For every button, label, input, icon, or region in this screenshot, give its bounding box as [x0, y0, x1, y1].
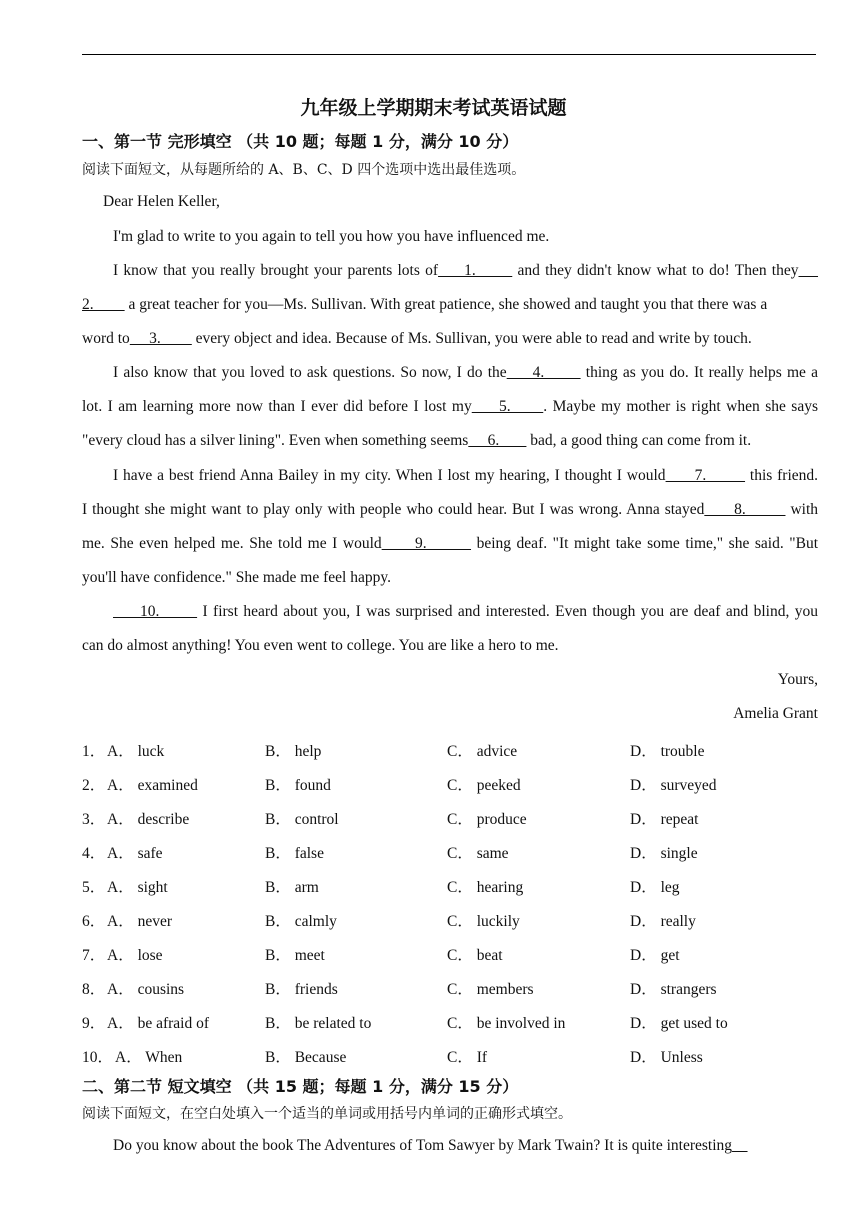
option-a[interactable]: A． sight: [107, 879, 168, 896]
question-number: 3．: [82, 811, 106, 828]
option-b[interactable]: B． be related to: [265, 1015, 372, 1032]
option-d[interactable]: D． surveyed: [630, 777, 717, 794]
question-number: 10．: [82, 1049, 114, 1066]
question-number: 6．: [82, 913, 106, 930]
question-number: 1．: [82, 743, 106, 760]
option-c[interactable]: C． same: [447, 845, 509, 862]
option-b[interactable]: B． arm: [265, 879, 319, 896]
option-d[interactable]: D． really: [630, 913, 696, 930]
option-c[interactable]: C． beat: [447, 947, 503, 964]
option-d[interactable]: D． get: [630, 947, 680, 964]
blank-1: 1.: [438, 262, 513, 279]
option-d[interactable]: D． single: [630, 845, 698, 862]
option-b[interactable]: B． friends: [265, 981, 338, 998]
header-rule: [82, 54, 816, 55]
option-a[interactable]: A． cousins: [107, 981, 185, 998]
letter-signature: Amelia Grant: [733, 705, 818, 722]
option-d[interactable]: D． Unless: [630, 1049, 703, 1066]
option-a[interactable]: A． never: [107, 913, 172, 930]
option-a[interactable]: A． safe: [107, 845, 163, 862]
question-number: 4．: [82, 845, 106, 862]
letter-p4-line4: you'll have confidence." She made me feel happy.: [82, 569, 391, 586]
letter-p1: I'm glad to write to you again to tell you how you have influenced me.: [113, 228, 550, 245]
option-b[interactable]: B． help: [265, 743, 322, 760]
option-c[interactable]: C． members: [447, 981, 534, 998]
question-number: 2．: [82, 777, 106, 794]
option-c[interactable]: C． peeked: [447, 777, 521, 794]
question-number: 8．: [82, 981, 106, 998]
blank-4: 4.: [506, 364, 581, 381]
question-number: 5．: [82, 879, 106, 896]
letter-p4-line1: I have a best friend Anna Bailey in my city. When I lost my hearing, I thought I would 7. this friend.: [113, 467, 819, 484]
question-number: 9．: [82, 1015, 106, 1032]
blank-9: 9.: [381, 535, 472, 552]
page-title: 九年级上学期期末考试英语试题: [300, 97, 567, 119]
option-c[interactable]: C． If: [447, 1049, 488, 1066]
option-d[interactable]: D． repeat: [630, 811, 699, 828]
section1-heading: 一、第一节 完形填空 （共 10 题；每题 1 分，满分 10 分）: [82, 132, 519, 151]
option-a[interactable]: A． describe: [107, 811, 190, 828]
section2-heading: 二、第二节 短文填空 （共 15 题；每题 1 分，满分 15 分）: [82, 1077, 519, 1096]
option-a[interactable]: A． lose: [107, 947, 163, 964]
blank-2: 2.: [82, 296, 125, 313]
letter-p5-line2: can do almost anything! You even went to college. You are like a hero to me.: [82, 637, 559, 654]
letter-p4-line3: me. She even helped me. She told me I would 9. being deaf. "It might take some time," she said. "But: [82, 535, 818, 552]
option-d[interactable]: D． trouble: [630, 743, 705, 760]
letter-p3-line3: "every cloud has a silver lining". Even when something seems 6. bad, a good thing can come from it.: [82, 432, 752, 449]
blank-5: 5.: [471, 398, 544, 415]
section2-p1: Do you know about the book The Adventures of Tom Sawyer by Mark Twain? It is quite interesting: [113, 1137, 818, 1155]
letter-closing: Yours,: [777, 671, 818, 688]
letter-p2-line3: word to 3. every object and idea. Because of Ms. Sullivan, you were able to read and write by touch.: [82, 330, 752, 347]
option-b[interactable]: B． found: [265, 777, 331, 794]
option-a[interactable]: A． luck: [107, 743, 165, 760]
option-b[interactable]: B． Because: [265, 1049, 347, 1066]
option-c[interactable]: C． advice: [447, 743, 518, 760]
option-a[interactable]: A． be afraid of: [107, 1015, 209, 1032]
option-d[interactable]: D． strangers: [630, 981, 717, 998]
blank-6: 6.: [468, 432, 527, 449]
option-b[interactable]: B． false: [265, 845, 324, 862]
letter-p4-line2: I thought she might want to play only with people who could hear. But I was wrong. Anna stayed 8. with: [82, 501, 819, 518]
option-b[interactable]: B． meet: [265, 947, 325, 964]
blank-2-start: [798, 262, 818, 279]
option-d[interactable]: D． get used to: [630, 1015, 728, 1032]
blank-10: 10.: [113, 603, 198, 620]
letter-p3-line2: lot. I am learning more now than I ever did before I lost my 5. . Maybe my mother is right when she says: [82, 398, 818, 415]
option-c[interactable]: C． luckily: [447, 913, 520, 930]
option-a[interactable]: A． When: [115, 1049, 183, 1066]
letter-p2-line2: 2. a great teacher for you—Ms. Sullivan. With great patience, she showed and taught you that there was a: [82, 296, 768, 313]
option-c[interactable]: C． hearing: [447, 879, 524, 896]
question-number: 7．: [82, 947, 106, 964]
letter-p2-line1: I know that you really brought your parents lots of 1. and they didn't know what to do! Then they: [113, 262, 818, 280]
blank-7: 7.: [665, 467, 746, 484]
option-c[interactable]: C． produce: [447, 811, 527, 828]
section1-instruction: 阅读下面短文，从每题所给的 A、B、C、D 四个选项中选出最佳选项。: [82, 162, 526, 178]
letter-p5-line1: 10. I first heard about you, I was surprised and interested. Even though you are deaf and blind, you: [113, 603, 818, 620]
section2-blank-1: [732, 1137, 748, 1154]
blank-3: 3.: [129, 330, 192, 347]
option-b[interactable]: B． calmly: [265, 913, 337, 930]
option-b[interactable]: B． control: [265, 811, 339, 828]
letter-salutation: Dear Helen Keller,: [103, 193, 220, 210]
option-c[interactable]: C． be involved in: [447, 1015, 566, 1032]
option-a[interactable]: A． examined: [107, 777, 198, 794]
section2-instruction: 阅读下面短文，在空白处填入一个适当的单词或用括号内单词的正确形式填空。: [82, 1106, 572, 1122]
letter-p3-line1: I also know that you loved to ask questions. So now, I do the 4. thing as you do. It really helps me a: [113, 364, 818, 381]
option-d[interactable]: D． leg: [630, 879, 680, 896]
blank-8: 8.: [704, 501, 786, 518]
